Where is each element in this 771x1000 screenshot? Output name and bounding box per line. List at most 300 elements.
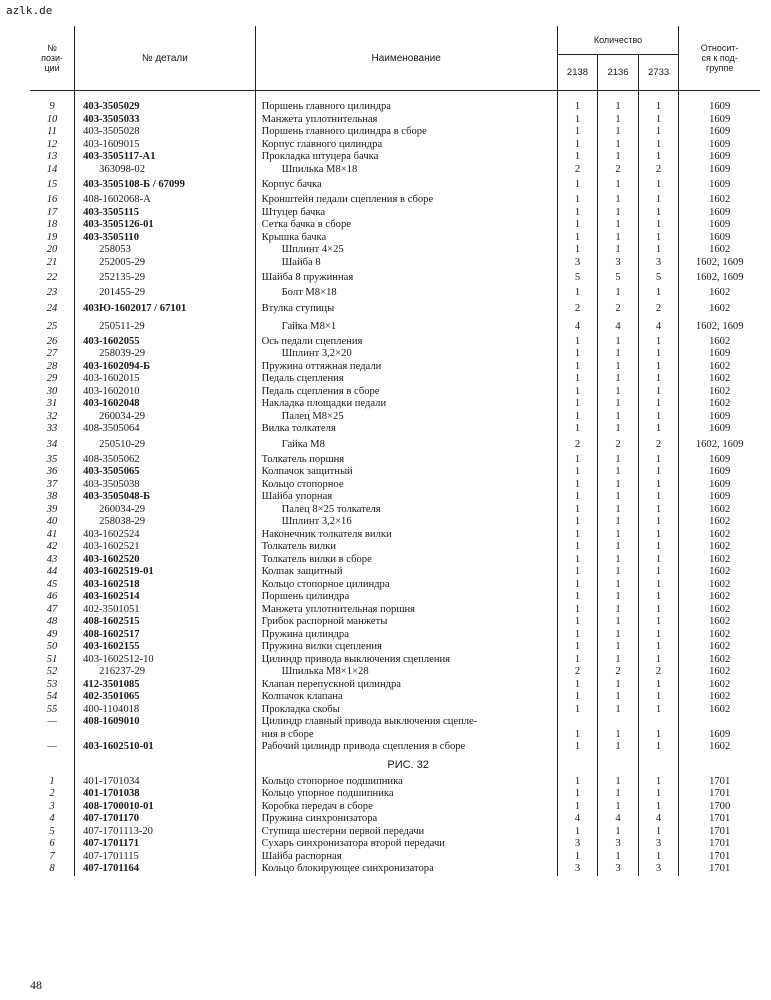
qty-2136-cell: 1 xyxy=(598,423,639,436)
header-name: Наименование xyxy=(255,26,557,91)
position-cell: 33 xyxy=(30,423,75,436)
part-number-cell: 408-1700010-01 xyxy=(75,801,255,814)
table-row xyxy=(30,641,760,654)
qty-2136-cell: 1 xyxy=(598,454,639,467)
qty-2733-cell: 1 xyxy=(638,466,679,479)
part-name-cell: Толкатель вилки xyxy=(255,541,557,554)
subgroup-cell: 1701 xyxy=(709,788,731,799)
part-number-cell: 401-1701034 xyxy=(75,776,255,789)
table-row xyxy=(30,466,760,479)
qty-2138-cell: 1 xyxy=(557,629,598,642)
qty-2733-cell: 1 xyxy=(638,541,679,554)
qty-2733-cell: 1 xyxy=(638,851,679,864)
table-row xyxy=(30,529,760,542)
qty-2733-cell: 1 xyxy=(638,139,679,152)
qty-2138-cell: 1 xyxy=(557,423,598,436)
qty-2136-cell: 1 xyxy=(598,219,639,232)
position-cell: 5 xyxy=(30,826,75,839)
position-cell: 45 xyxy=(30,579,75,592)
qty-2733-cell: 1 xyxy=(638,516,679,529)
table-row xyxy=(30,257,760,270)
subgroup-cell: 1602 xyxy=(709,302,731,314)
qty-2138-cell: 2 xyxy=(557,666,598,679)
figure-heading: РИС. 32 xyxy=(255,754,557,776)
table-row xyxy=(30,801,760,814)
subgroup-cell: 1602 xyxy=(709,628,731,640)
qty-2136-cell: 1 xyxy=(598,398,639,411)
qty-2733-cell: 1 xyxy=(638,101,679,114)
part-name-cell: Палец М8×25 xyxy=(255,411,557,424)
qty-2136-cell: 1 xyxy=(598,566,639,579)
qty-2733-cell: 2 xyxy=(638,164,679,177)
qty-2138-cell xyxy=(557,716,598,729)
part-name-cell: Пружина цилиндра xyxy=(255,629,557,642)
table-row xyxy=(30,101,760,114)
qty-2733-cell: 1 xyxy=(638,114,679,127)
qty-2733-cell: 1 xyxy=(638,398,679,411)
subgroup-cell: 1602 xyxy=(709,566,731,577)
qty-2136-cell: 3 xyxy=(598,863,639,876)
subgroup-cell: 1602 xyxy=(709,591,731,602)
part-name-cell: Коробка передач в сборе xyxy=(255,801,557,814)
part-name-cell: Прокладка штуцера бачка xyxy=(255,151,557,164)
part-number-cell: 408-1602517 xyxy=(75,629,255,642)
part-number-cell: 258053 xyxy=(75,244,255,257)
table-row xyxy=(30,139,760,152)
qty-2733-cell: 1 xyxy=(638,479,679,492)
position-cell: 26 xyxy=(30,336,75,349)
qty-2138-cell: 1 xyxy=(557,851,598,864)
subgroup-cell: 1609 xyxy=(709,101,731,112)
qty-2136-cell: 4 xyxy=(598,318,639,336)
qty-2136-cell: 1 xyxy=(598,194,639,207)
part-name-cell: Поршень главного цилиндра в сборе xyxy=(255,126,557,139)
qty-2138-cell: 1 xyxy=(557,616,598,629)
part-name-cell: Цилиндр привода выключения сцепления xyxy=(255,654,557,667)
part-number-cell: 403-3505108-Б / 67099 xyxy=(75,176,255,194)
table-row xyxy=(30,516,760,529)
spacer-row xyxy=(30,91,760,102)
position-cell: 21 xyxy=(30,257,75,270)
subgroup-cell: 1602 xyxy=(709,741,731,752)
qty-2733-cell: 1 xyxy=(638,801,679,814)
qty-2138-cell: 1 xyxy=(557,126,598,139)
position-cell: 50 xyxy=(30,641,75,654)
subgroup-cell: 1609 xyxy=(709,728,731,740)
table-row xyxy=(30,851,760,864)
part-name-cell: Шайба 8 пружинная xyxy=(255,269,557,287)
qty-2138-cell: 4 xyxy=(557,813,598,826)
qty-2733-cell: 1 xyxy=(638,176,679,194)
subgroup-cell: 1602, 1609 xyxy=(695,320,744,332)
part-number-cell: 403-1602519-01 xyxy=(75,566,255,579)
subgroup-cell: 1701 xyxy=(709,838,731,849)
table-row xyxy=(30,863,760,876)
qty-2136-cell: 1 xyxy=(598,741,639,754)
table-row xyxy=(30,838,760,851)
table-row xyxy=(30,629,760,642)
position-cell: 13 xyxy=(30,151,75,164)
qty-2136-cell: 1 xyxy=(598,851,639,864)
position-cell: 43 xyxy=(30,554,75,567)
table-row xyxy=(30,194,760,207)
position-cell: 7 xyxy=(30,851,75,864)
qty-2733-cell: 1 xyxy=(638,579,679,592)
table-row xyxy=(30,813,760,826)
qty-2138-cell: 1 xyxy=(557,176,598,194)
qty-2733-cell: 1 xyxy=(638,244,679,257)
part-number-cell: 403-1602512-10 xyxy=(75,654,255,667)
part-number-cell: 201455-29 xyxy=(75,287,255,300)
position-cell: 51 xyxy=(30,654,75,667)
qty-2138-cell: 1 xyxy=(557,516,598,529)
part-number-cell: 408-3505062 xyxy=(75,454,255,467)
subgroup-cell: 1602 xyxy=(709,703,731,715)
subgroup-cell: 1602 xyxy=(709,553,731,565)
qty-2733-cell: 5 xyxy=(638,269,679,287)
qty-2733-cell: 1 xyxy=(638,616,679,629)
position-cell: 6 xyxy=(30,838,75,851)
table-row xyxy=(30,318,760,336)
qty-2138-cell: 3 xyxy=(557,863,598,876)
qty-2136-cell: 1 xyxy=(598,504,639,517)
qty-2733-cell: 1 xyxy=(638,232,679,245)
position-cell: 28 xyxy=(30,361,75,374)
part-number-cell: 252005-29 xyxy=(75,257,255,270)
qty-2733-cell: 1 xyxy=(638,776,679,789)
position-cell: 22 xyxy=(30,269,75,287)
page-number: 48 xyxy=(30,978,42,992)
qty-2733-cell: 1 xyxy=(638,529,679,542)
qty-2733-cell: 1 xyxy=(638,566,679,579)
part-number-cell: 403-1602521 xyxy=(75,541,255,554)
qty-2138-cell: 3 xyxy=(557,838,598,851)
table-row xyxy=(30,566,760,579)
part-name-cell: Сетка бачка в сборе xyxy=(255,219,557,232)
part-number-cell: 403Ю-1602017 / 67101 xyxy=(75,300,255,318)
part-name-cell: Пружина вилки сцепления xyxy=(255,641,557,654)
position-cell: 38 xyxy=(30,491,75,504)
position-cell: 14 xyxy=(30,164,75,177)
table-row xyxy=(30,151,760,164)
qty-2733-cell: 1 xyxy=(638,604,679,617)
table-row xyxy=(30,219,760,232)
qty-2136-cell: 1 xyxy=(598,287,639,300)
position-cell: 9 xyxy=(30,101,75,114)
part-number-cell: 260034-29 xyxy=(75,411,255,424)
subgroup-cell: 1701 xyxy=(709,813,731,824)
part-name-cell: Манжета уплотнительная xyxy=(255,114,557,127)
subgroup-cell: 1701 xyxy=(709,825,731,837)
position-cell: 24 xyxy=(30,300,75,318)
qty-2733-cell: 1 xyxy=(638,729,679,742)
subgroup-cell: 1602 xyxy=(709,194,731,205)
qty-2136-cell: 1 xyxy=(598,207,639,220)
table-row xyxy=(30,373,760,386)
position-cell: 41 xyxy=(30,529,75,542)
qty-2733-cell: 1 xyxy=(638,504,679,517)
qty-2138-cell: 1 xyxy=(557,801,598,814)
qty-2138-cell: 1 xyxy=(557,244,598,257)
subgroup-cell: 1609 xyxy=(709,348,731,359)
position-cell: 29 xyxy=(30,373,75,386)
part-name-cell: Колпачок клапана xyxy=(255,691,557,704)
table-row xyxy=(30,776,760,789)
qty-2136-cell: 1 xyxy=(598,616,639,629)
qty-2138-cell: 1 xyxy=(557,729,598,742)
part-name-cell: Цилиндр главный привода выключения сцепле- xyxy=(255,716,557,729)
qty-2733-cell xyxy=(638,716,679,729)
position-cell: 35 xyxy=(30,454,75,467)
subgroup-cell: 1609 xyxy=(709,113,731,125)
subgroup-cell: 1609 xyxy=(709,423,731,434)
qty-2136-cell: 1 xyxy=(598,479,639,492)
table-row xyxy=(30,336,760,349)
part-number-cell: 403-1602155 xyxy=(75,641,255,654)
part-number-cell: 258039-29 xyxy=(75,348,255,361)
qty-2138-cell: 1 xyxy=(557,139,598,152)
part-name-cell: Гайка М8×1 xyxy=(255,318,557,336)
part-name-cell: Шайба распорная xyxy=(255,851,557,864)
part-number-cell: 403-1602514 xyxy=(75,591,255,604)
subgroup-cell: 1602 xyxy=(709,335,731,347)
qty-2138-cell: 1 xyxy=(557,579,598,592)
part-name-cell: Шпилька М8×18 xyxy=(255,164,557,177)
position-cell: 27 xyxy=(30,348,75,361)
subgroup-cell: 1602 xyxy=(709,385,731,397)
qty-2136-cell: 1 xyxy=(598,554,639,567)
qty-2733-cell: 1 xyxy=(638,741,679,754)
qty-2138-cell: 3 xyxy=(557,257,598,270)
part-name-cell: Прокладка скобы xyxy=(255,704,557,717)
position-cell: 15 xyxy=(30,176,75,194)
part-name-cell: Палец 8×25 толкателя xyxy=(255,504,557,517)
part-number-cell: 403-1602055 xyxy=(75,336,255,349)
qty-2733-cell: 4 xyxy=(638,813,679,826)
part-number-cell: 403-1602510-01 xyxy=(75,741,255,754)
subgroup-cell: 1609 xyxy=(709,478,731,490)
subgroup-cell: 1602 xyxy=(709,578,731,590)
qty-2733-cell: 1 xyxy=(638,411,679,424)
part-number-cell: 407-1701115 xyxy=(75,851,255,864)
qty-2138-cell: 1 xyxy=(557,776,598,789)
qty-2136-cell: 1 xyxy=(598,411,639,424)
part-name-cell: Шплинт 4×25 xyxy=(255,244,557,257)
qty-2136-cell: 1 xyxy=(598,244,639,257)
part-number-cell: 408-3505064 xyxy=(75,423,255,436)
subgroup-cell: 1602 xyxy=(709,244,731,255)
figure-heading-row xyxy=(30,754,760,776)
position-cell: 3 xyxy=(30,801,75,814)
part-name-cell: Шпилька М8×1×28 xyxy=(255,666,557,679)
subgroup-cell: 1602 xyxy=(709,616,731,627)
part-number-cell: 408-1602515 xyxy=(75,616,255,629)
table-row xyxy=(30,616,760,629)
qty-2733-cell: 3 xyxy=(638,863,679,876)
qty-2733-cell: 1 xyxy=(638,207,679,220)
part-number-cell: 403-3505117-А1 xyxy=(75,151,255,164)
table-row xyxy=(30,491,760,504)
qty-2136-cell: 1 xyxy=(598,336,639,349)
qty-2733-cell: 1 xyxy=(638,126,679,139)
position-cell: 2 xyxy=(30,788,75,801)
table-row xyxy=(30,579,760,592)
table-row xyxy=(30,691,760,704)
position-cell: — xyxy=(30,741,75,754)
qty-2136-cell: 2 xyxy=(598,436,639,454)
qty-2136-cell: 1 xyxy=(598,466,639,479)
qty-2733-cell: 1 xyxy=(638,788,679,801)
part-number-cell: 260034-29 xyxy=(75,504,255,517)
qty-2136-cell: 1 xyxy=(598,101,639,114)
qty-2136-cell: 1 xyxy=(598,232,639,245)
part-number-cell: 403-1609015 xyxy=(75,139,255,152)
position-cell: 12 xyxy=(30,139,75,152)
subgroup-cell: 1602 xyxy=(709,541,731,552)
subgroup-cell: 1609 xyxy=(709,453,731,465)
position-cell: 8 xyxy=(30,863,75,876)
subgroup-cell: 1609 xyxy=(709,410,731,422)
subgroup-cell: 1602 xyxy=(709,641,731,652)
qty-2138-cell: 1 xyxy=(557,454,598,467)
qty-2138-cell: 1 xyxy=(557,788,598,801)
qty-2138-cell: 1 xyxy=(557,232,598,245)
qty-2733-cell: 2 xyxy=(638,300,679,318)
part-number-cell: 403-3505029 xyxy=(75,101,255,114)
qty-2138-cell: 1 xyxy=(557,591,598,604)
table-row xyxy=(30,114,760,127)
qty-2138-cell: 2 xyxy=(557,164,598,177)
part-name-cell: Толкатель поршня xyxy=(255,454,557,467)
table-row xyxy=(30,504,760,517)
part-number-cell: 403-3505110 xyxy=(75,232,255,245)
part-number-cell: 363098-02 xyxy=(75,164,255,177)
subgroup-cell: 1602 xyxy=(709,398,731,409)
part-number-cell: 403-1602010 xyxy=(75,386,255,399)
qty-2138-cell: 1 xyxy=(557,287,598,300)
qty-2733-cell: 1 xyxy=(638,629,679,642)
part-name-cell: Пружина оттяжная педали xyxy=(255,361,557,374)
part-number-cell: 402-3501065 xyxy=(75,691,255,704)
qty-2733-cell: 2 xyxy=(638,436,679,454)
qty-2733-cell: 1 xyxy=(638,386,679,399)
table-row xyxy=(30,788,760,801)
part-name-cell: Кольцо упорное подшипника xyxy=(255,788,557,801)
subgroup-cell: 1602 xyxy=(709,666,731,677)
position-cell: 40 xyxy=(30,516,75,529)
part-number-cell: 250510-29 xyxy=(75,436,255,454)
qty-2733-cell: 1 xyxy=(638,554,679,567)
position-cell: 55 xyxy=(30,704,75,717)
part-name-cell: Корпус бачка xyxy=(255,176,557,194)
subgroup-cell: 1602 xyxy=(709,373,731,384)
part-number-cell: 403-3505048-Б xyxy=(75,491,255,504)
position-cell: 16 xyxy=(30,194,75,207)
table-row xyxy=(30,604,760,617)
position-cell: 1 xyxy=(30,776,75,789)
qty-2138-cell: 1 xyxy=(557,114,598,127)
table-row xyxy=(30,126,760,139)
subgroup-cell: 1700 xyxy=(709,800,731,812)
table-row xyxy=(30,386,760,399)
qty-2733-cell: 1 xyxy=(638,591,679,604)
qty-2136-cell: 3 xyxy=(598,838,639,851)
part-number-cell: 407-1701164 xyxy=(75,863,255,876)
qty-2136-cell: 1 xyxy=(598,151,639,164)
subgroup-cell: 1609 xyxy=(709,138,731,150)
qty-2138-cell: 1 xyxy=(557,704,598,717)
table-row xyxy=(30,541,760,554)
qty-2138-cell: 1 xyxy=(557,411,598,424)
table-row xyxy=(30,348,760,361)
part-number-cell: 403-1602524 xyxy=(75,529,255,542)
position-cell: 53 xyxy=(30,679,75,692)
subgroup-cell: 1609 xyxy=(709,231,731,243)
table-row xyxy=(30,176,760,194)
qty-2136-cell: 1 xyxy=(598,529,639,542)
qty-2138-cell: 1 xyxy=(557,741,598,754)
position-cell: 48 xyxy=(30,616,75,629)
table-row xyxy=(30,361,760,374)
table-row xyxy=(30,679,760,692)
position-cell: 23 xyxy=(30,287,75,300)
position-cell: 52 xyxy=(30,666,75,679)
qty-2733-cell: 4 xyxy=(638,318,679,336)
part-name-cell: Клапан перепускной цилиндра xyxy=(255,679,557,692)
part-name-cell: Шайба упорная xyxy=(255,491,557,504)
qty-2733-cell: 1 xyxy=(638,219,679,232)
part-number-cell: 403-1602048 xyxy=(75,398,255,411)
qty-2136-cell: 1 xyxy=(598,176,639,194)
qty-2733-cell: 1 xyxy=(638,194,679,207)
part-name-cell: Корпус главного цилиндра xyxy=(255,139,557,152)
table-row xyxy=(30,269,760,287)
part-name-cell: Манжета уплотнительная поршня xyxy=(255,604,557,617)
qty-2733-cell: 1 xyxy=(638,691,679,704)
qty-2733-cell: 1 xyxy=(638,361,679,374)
part-name-cell: Ступица шестерни первой передачи xyxy=(255,826,557,839)
site-label: azlk.de xyxy=(6,4,53,17)
part-name-cell: ния в сборе xyxy=(255,729,557,742)
subgroup-cell: 1602 xyxy=(709,503,731,515)
qty-2138-cell: 1 xyxy=(557,529,598,542)
position-cell: 37 xyxy=(30,479,75,492)
position-cell: 19 xyxy=(30,232,75,245)
qty-2138-cell: 1 xyxy=(557,479,598,492)
part-name-cell: Крышка бачка xyxy=(255,232,557,245)
part-name-cell: Втулка ступицы xyxy=(255,300,557,318)
position-cell: 30 xyxy=(30,386,75,399)
subgroup-cell: 1602 xyxy=(709,653,731,665)
table-row xyxy=(30,300,760,318)
part-number-cell: 408-1609010 xyxy=(75,716,255,729)
subgroup-cell: 1602 xyxy=(709,360,731,372)
part-name-cell: Кольцо стопорное цилиндра xyxy=(255,579,557,592)
qty-2733-cell: 1 xyxy=(638,704,679,717)
part-name-cell: Шплинт 3,2×20 xyxy=(255,348,557,361)
part-name-cell: Педаль сцепления в сборе xyxy=(255,386,557,399)
subgroup-cell: 1602 xyxy=(709,678,731,690)
qty-2138-cell: 1 xyxy=(557,604,598,617)
position-cell: 18 xyxy=(30,219,75,232)
qty-2136-cell: 1 xyxy=(598,604,639,617)
header-part-number: № детали xyxy=(75,26,255,91)
part-number-cell: 407-1701171 xyxy=(75,838,255,851)
subgroup-cell: 1602 xyxy=(709,516,731,527)
qty-2138-cell: 1 xyxy=(557,679,598,692)
part-name-cell: Сухарь синхронизатора второй передачи xyxy=(255,838,557,851)
part-number-cell: 403-3505065 xyxy=(75,466,255,479)
